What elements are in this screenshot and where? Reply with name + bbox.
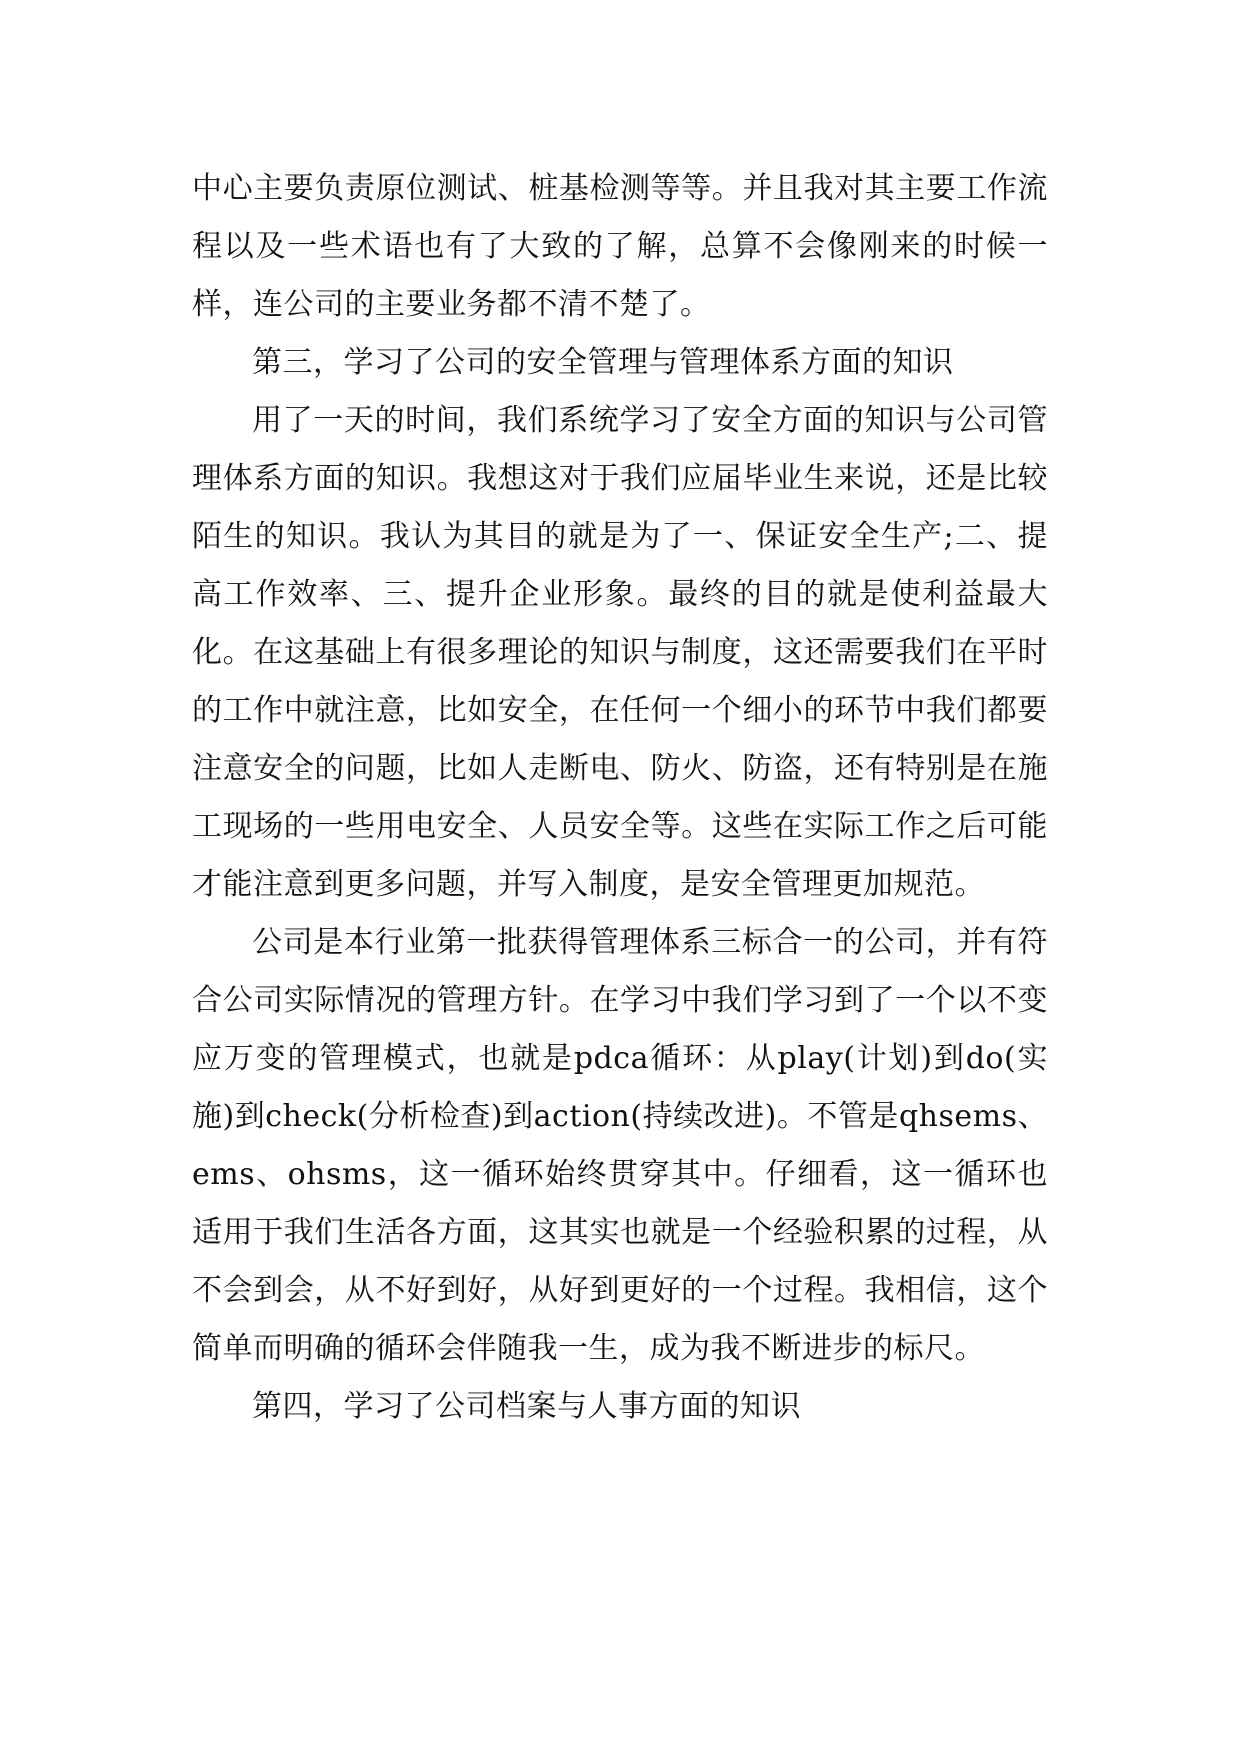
section-heading-three: 第三，学习了公司的安全管理与管理体系方面的知识 bbox=[252, 345, 954, 380]
paragraph-continuation: 中心主要负责原位测试、桩基检测等等。并且我对其主要工作流程以及一些术语也有了大致的了解，总算不会像刚来的时候一样，连公司的主要业务都不清不楚了。 bbox=[192, 171, 1048, 322]
section-heading-four: 第四，学习了公司档案与人事方面的知识 bbox=[252, 1389, 801, 1424]
paragraph-safety-management: 用了一天的时间，我们系统学习了安全方面的知识与公司管理体系方面的知识。我想这对于我们应届毕业生来说，还是比较陌生的知识。我认为其目的就是为了一、保证安全生产;二、提高工作效率、三、提升企业形象。最终的目的就是使利益最大化。在这基础上有很多理论的知识与制度，这还需要我们在平时的工作中就注意，比如安全，在任何一个细小的环节中我们都要注意安全的问题，比如人走断电、防火、防盗，还有特别是在施工现场的一些用电安全、人员安全等。这些在实际工作之后可能才能注意到更多问题，并写入制度，是安全管理更加规范。 bbox=[192, 403, 1048, 902]
document-body bbox=[192, 160, 1048, 1436]
paragraph-pdca-cycle: 公司是本行业第一批获得管理体系三标合一的公司，并有符合公司实际情况的管理方针。在学习中我们学习到了一个以不变应万变的管理模式，也就是pdca循环：从play(计划)到do(实施)到check(分析检查)到action(持续改进)。不管是qhsems、ems、ohsms，这一循环始终贯穿其中。仔细看，这一循环也适用于我们生活各方面，这其实也就是一个经验积累的过程，从不会到会，从不好到好，从好到更好的一个过程。我相信，这个简单而明确的循环会伴随我一生，成为我不断进步的标尺。 bbox=[192, 925, 1048, 1366]
